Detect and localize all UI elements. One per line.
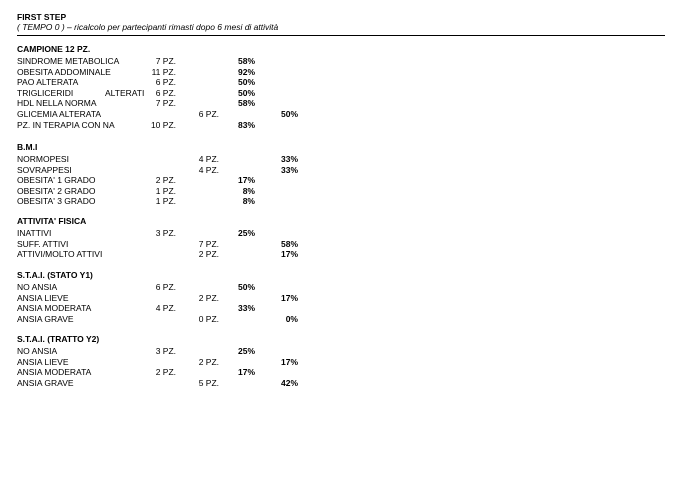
row-label: TRIGLICERIDI [17,87,74,98]
count-col-2: 5 PZ. [198,377,219,388]
row-label: SOVRAPPESI [17,164,72,175]
row-label: NO ANSIA [17,282,58,292]
row-label: ANSIA MODERATA [17,303,92,314]
count-col-1: 2 PZ. [155,367,176,378]
percent-col-1: 58% [237,56,255,66]
row-label: GLICEMIA ALTERATA [17,109,102,119]
row-label: ANSIA GRAVE [17,377,74,388]
row-label: SINDROME METABOLICA [17,56,120,66]
percent-col-2: 33% [280,164,298,175]
section-title: S.T.A.I. (TRATTO Y2) [17,334,100,344]
row-label: HDL NELLA NORMA [17,98,97,109]
count-col-2: 2 PZ. [198,356,219,367]
page-title: FIRST STEP [17,12,67,22]
count-col-1: 10 PZ. [150,119,176,130]
percent-col-2: 50% [280,109,298,119]
page-subtitle: ( TEMPO 0 ) – ricalcolo per partecipanti rimasti dopo 6 mesi di attività [17,22,279,32]
row-label: NORMOPESI [17,154,69,164]
count-col-2: 7 PZ. [198,238,219,249]
row-label: NO ANSIA [17,346,58,356]
section-title: B.M.I [17,142,38,152]
percent-col-1: 8% [242,185,255,196]
count-col-2: 4 PZ. [198,164,219,175]
row-label: ANSIA MODERATA [17,367,92,378]
row-label: SUFF. ATTIVI [17,238,69,249]
percent-col-2: 33% [280,154,298,164]
count-col-2: 2 PZ. [198,292,219,303]
count-col-2: 0 PZ. [198,313,219,324]
row-label: PAO ALTERATA [17,77,79,88]
row-label: ANSIA LIEVE [17,292,69,303]
row-label: OBESITA' 2 GRADO [17,185,96,196]
percent-col-1: 92% [237,66,255,77]
row-label: ATTIVI/MOLTO ATTIVI [17,249,103,260]
count-col-1: 1 PZ. [155,196,176,207]
row-label: ANSIA LIEVE [17,356,69,367]
count-col-1: 6 PZ. [155,282,176,292]
percent-col-2: 17% [280,292,298,303]
percent-col-1: 83% [237,119,255,130]
percent-col-1: 25% [237,346,255,356]
percent-col-1: 17% [237,175,255,186]
percent-col-2: 17% [280,249,298,260]
count-col-1: 4 PZ. [155,303,176,314]
percent-col-1: 8% [242,196,255,207]
section-title: CAMPIONE 12 PZ. [17,44,91,54]
row-label: OBESITA' 1 GRADO [17,175,96,186]
count-col-1: 1 PZ. [155,185,176,196]
count-col-1: 6 PZ. [155,87,176,98]
count-col-1: 7 PZ. [155,56,176,66]
percent-col-2: 58% [280,238,298,249]
count-col-1: 2 PZ. [155,175,176,186]
count-col-1: 3 PZ. [155,346,176,356]
count-col-2: 2 PZ. [198,249,219,260]
percent-col-1: 50% [237,282,255,292]
count-col-1: 11 PZ. [151,66,176,77]
section-title: S.T.A.I. (STATO Y1) [17,270,93,280]
percent-col-2: 17% [280,356,298,367]
percent-col-1: 17% [237,367,255,378]
count-col-2: 6 PZ. [198,109,219,119]
header-divider [17,35,665,36]
row-label: OBESITA ADDOMINALE [17,66,111,77]
section-title: ATTIVITA' FISICA [17,216,87,226]
percent-col-2: 42% [280,377,298,388]
row-label: INATTIVI [17,228,52,238]
row-qualifier: ALTERATI [105,87,145,98]
count-col-1: 3 PZ. [155,228,176,238]
count-col-1: 6 PZ. [155,77,176,88]
percent-col-1: 33% [237,303,255,314]
row-label: PZ. IN TERAPIA CON NA [17,119,115,130]
count-col-1: 7 PZ. [155,98,176,109]
row-label: OBESITA' 3 GRADO [17,196,96,207]
percent-col-1: 25% [237,228,255,238]
percent-col-1: 50% [237,87,255,98]
count-col-2: 4 PZ. [198,154,219,164]
percent-col-1: 50% [237,77,255,88]
percent-col-1: 58% [237,98,255,109]
percent-col-2: 0% [285,313,298,324]
row-label: ANSIA GRAVE [17,313,74,324]
